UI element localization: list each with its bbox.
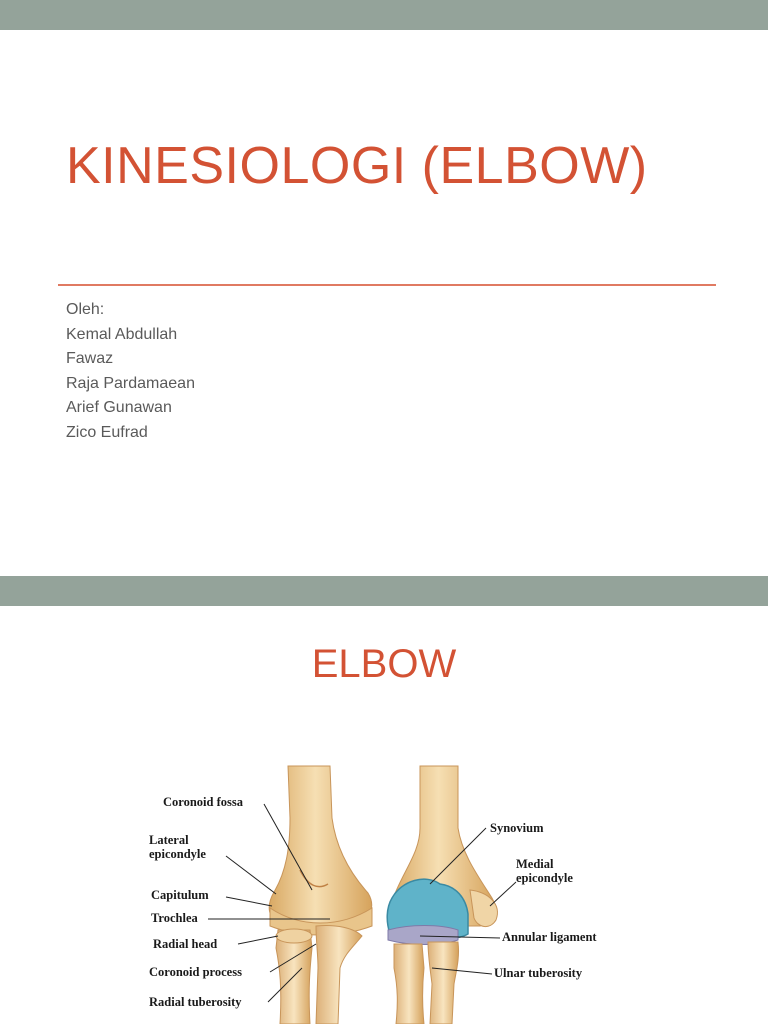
radius-right: [394, 944, 424, 1024]
author-name: Raja Pardamaean: [66, 374, 195, 392]
slide-separator-band: [0, 576, 768, 606]
label-radial-tuberosity: Radial tuberosity: [149, 995, 242, 1009]
label-lateral-epicondyle-line2: epicondyle: [149, 847, 206, 861]
author-name: Arief Gunawan: [66, 399, 172, 417]
radius-left: [276, 930, 312, 1024]
label-synovium: Synovium: [490, 821, 544, 835]
label-trochlea: Trochlea: [151, 911, 198, 925]
label-capitulum: Capitulum: [151, 888, 209, 902]
label-ulnar-tuberosity: Ulnar tuberosity: [494, 966, 583, 980]
elbow-anatomy-figure: [140, 758, 640, 1024]
label-medial-epicondyle-line2: epicondyle: [516, 871, 573, 885]
humerus-left: [269, 766, 372, 924]
author-heading: Oleh:: [66, 301, 105, 318]
author-name: Fawaz: [66, 350, 114, 368]
ulna-right: [428, 942, 459, 1024]
label-radial-head: Radial head: [153, 937, 218, 951]
label-annular-ligament: Annular ligament: [502, 930, 597, 944]
author-name: Kemal Abdullah: [66, 325, 178, 343]
label-coronoid-process: Coronoid process: [149, 965, 242, 979]
label-coronoid-fossa: Coronoid fossa: [163, 795, 243, 809]
slide-title: KINESIOLOGI (ELBOW): [66, 137, 648, 195]
label-lateral-epicondyle-line1: Lateral: [149, 833, 189, 847]
title-divider: [58, 284, 716, 286]
label-medial-epicondyle-line1: Medial: [516, 857, 554, 871]
author-name: Zico Eufrad: [66, 423, 148, 441]
top-band: [0, 0, 768, 30]
author-list: [66, 298, 195, 446]
ulna-left: [316, 925, 362, 1024]
slide-title: ELBOW: [311, 642, 457, 686]
